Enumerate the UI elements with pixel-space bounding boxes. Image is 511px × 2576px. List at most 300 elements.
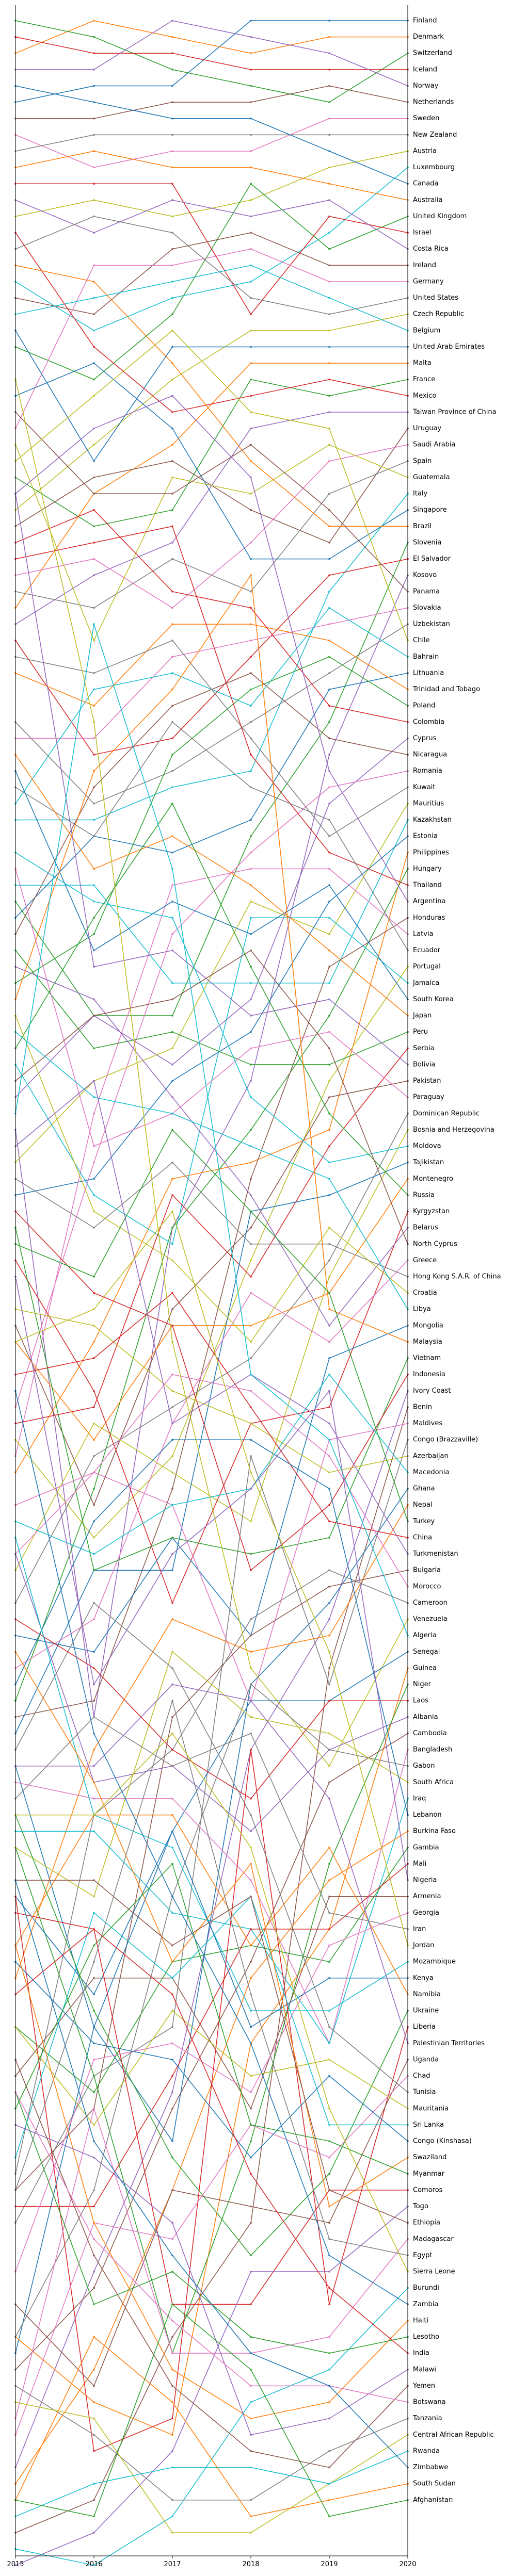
data-point-afghanistan-2019	[328, 2516, 330, 2518]
series-label-united-states: United States	[413, 294, 459, 302]
data-point-senegal-2016	[93, 2026, 95, 2028]
series-line-iran	[15, 1717, 408, 1929]
series-label-switzerland: Switzerland	[413, 49, 452, 57]
data-point-haiti-2019	[328, 2401, 330, 2403]
data-point-norway-2019	[328, 52, 330, 54]
series-label-greece: Greece	[413, 1256, 437, 1264]
series-label-russia: Russia	[413, 1191, 435, 1199]
data-point-slovakia-2016	[93, 738, 95, 740]
data-point-paraguay-2016	[93, 1145, 95, 1147]
series-label-south-sudan: South Sudan	[413, 2480, 456, 2488]
series-label-comoros: Comoros	[413, 2186, 443, 2194]
series-label-slovakia: Slovakia	[413, 604, 441, 612]
series-line-lebanon	[15, 1440, 408, 1815]
data-point-georgia-2017	[171, 2043, 173, 2045]
series-line-macedonia	[15, 1375, 408, 1554]
data-point-benin-2018	[250, 2222, 252, 2224]
data-point-panama-2019	[328, 509, 330, 511]
data-point-mozambique-2017	[171, 1847, 173, 1849]
data-point-russia-2019	[328, 1113, 330, 1115]
data-point-azerbaijan-2016	[93, 1325, 95, 1327]
data-point-greece-2018	[250, 1292, 252, 1294]
data-point-nigeria-2019	[328, 1390, 330, 1392]
data-point-mali-2019	[328, 1928, 330, 1930]
data-point-south-korea-2016	[93, 950, 95, 952]
data-point-belgium-2017	[171, 281, 173, 283]
series-label-jamaica: Jamaica	[413, 979, 440, 987]
series-label-zambia: Zambia	[413, 2300, 439, 2308]
data-point-swaziland-2017	[171, 1961, 173, 1963]
data-point-vietnam-2018	[250, 1553, 252, 1555]
data-point-kyrgyzstan-2019	[328, 1406, 330, 1408]
series-label-morocco: Morocco	[413, 1583, 441, 1591]
data-point-netherlands-2016	[93, 118, 95, 120]
series-label-north-cyprus: North Cyprus	[413, 1240, 457, 1248]
data-point-turkmenistan-2017	[171, 1423, 173, 1425]
data-point-austria-2019	[328, 167, 330, 169]
data-point-rwanda-2019	[328, 2483, 330, 2485]
data-point-south-africa-2017	[171, 1651, 173, 1653]
data-point-singapore-2016	[93, 362, 95, 364]
series-line-colombia	[15, 510, 408, 722]
series-line-australia	[15, 151, 408, 200]
data-point-spain-2018	[250, 591, 252, 593]
series-label-burundi: Burundi	[413, 2284, 439, 2292]
series-label-yemen: Yemen	[413, 2382, 436, 2390]
series-line-sweden	[15, 119, 408, 168]
data-point-congo-brazzaville-2019	[328, 1684, 330, 1686]
data-point-central-african-republic-2017	[171, 2532, 173, 2534]
data-point-luxembourg-2016	[93, 330, 95, 332]
data-point-brazil-2016	[93, 281, 95, 283]
data-point-dominican-republic-2016	[93, 1455, 95, 1457]
series-label-france: France	[413, 376, 436, 384]
data-point-kazakhstan-2018	[250, 982, 252, 984]
series-label-germany: Germany	[413, 278, 444, 286]
data-point-israel-2018	[250, 313, 252, 315]
series-line-germany	[15, 249, 408, 429]
data-point-cambodia-2017	[171, 2108, 173, 2110]
data-point-hungary-2016	[93, 1488, 95, 1490]
series-label-tajikistan: Tajikistan	[413, 1159, 444, 1167]
data-point-mongolia-2016	[93, 1651, 95, 1653]
data-point-south-korea-2019	[328, 884, 330, 886]
series-line-montenegro	[15, 1179, 408, 1440]
data-point-nigeria-2016	[93, 1684, 95, 1686]
series-label-venezuela: Venezuela	[413, 1615, 448, 1623]
data-point-cyprus-2018	[250, 999, 252, 1001]
series-label-afghanistan: Afghanistan	[413, 2496, 453, 2504]
data-point-kuwait-2019	[328, 835, 330, 837]
series-label-palestinian-territories: Palestinian Territories	[413, 2039, 485, 2047]
data-point-panama-2017	[171, 493, 173, 495]
data-point-botswana-2018	[250, 2385, 252, 2387]
data-point-lithuania-2019	[328, 689, 330, 691]
data-point-luxembourg-2017	[171, 297, 173, 299]
series-label-kenya: Kenya	[413, 1974, 434, 1982]
data-point-hungary-2019	[328, 1015, 330, 1017]
data-point-finland-2016	[93, 85, 95, 87]
series-label-bosnia-and-herzegovina: Bosnia and Herzegovina	[413, 1126, 494, 1134]
data-point-china-2017	[171, 1292, 173, 1294]
data-point-bosnia-and-herzegovina-2019	[328, 1276, 330, 1278]
data-point-namibia-2018	[250, 1945, 252, 1947]
data-point-libya-2018	[250, 1145, 252, 1147]
data-point-ecuador-2017	[171, 721, 173, 723]
data-point-canada-2018	[250, 118, 252, 120]
data-point-south-africa-2018	[250, 1716, 252, 1718]
data-point-morocco-2018	[250, 1390, 252, 1392]
data-point-thailand-2018	[250, 754, 252, 756]
data-point-italy-2019	[328, 591, 330, 593]
data-point-chile-2018	[250, 411, 252, 413]
data-point-hong-kong-s-a-r-of-china-2018	[250, 1243, 252, 1245]
series-label-south-korea: South Korea	[413, 995, 454, 1003]
series-label-algeria: Algeria	[413, 1632, 437, 1640]
data-point-ukraine-2018	[250, 2255, 252, 2257]
data-point-malaysia-2018	[250, 574, 252, 576]
data-point-haiti-2016	[93, 2222, 95, 2224]
data-point-trinidad-and-tobago-2017	[171, 623, 173, 625]
data-point-tanzania-2016	[93, 2434, 95, 2436]
data-point-ecuador-2018	[250, 787, 252, 789]
data-point-vietnam-2017	[171, 1537, 173, 1539]
series-label-hong-kong-s-a-r-of-china: Hong Kong S.A.R. of China	[413, 1273, 501, 1281]
data-point-united-arab-emirates-2019	[328, 346, 330, 348]
data-point-lithuania-2017	[171, 852, 173, 854]
series-line-uzbekistan	[15, 624, 408, 804]
series-label-iceland: Iceland	[413, 66, 438, 74]
data-point-bosnia-and-herzegovina-2016	[93, 1423, 95, 1425]
data-point-ivory-coast-2017	[171, 2091, 173, 2093]
data-point-singapore-2019	[328, 558, 330, 560]
data-point-mali-2018	[250, 1928, 252, 1930]
series-label-cameroon: Cameroon	[413, 1599, 448, 1607]
data-point-costa-rica-2019	[328, 199, 330, 201]
series-label-australia: Australia	[413, 196, 443, 204]
data-point-haiti-2018	[250, 2418, 252, 2420]
data-point-russia-2016	[93, 917, 95, 919]
series-label-peru: Peru	[413, 1028, 428, 1036]
series-label-uganda: Uganda	[413, 2056, 439, 2064]
data-point-afghanistan-2018	[250, 2369, 252, 2371]
series-label-new-zealand: New Zealand	[413, 131, 457, 139]
data-point-tanzania-2018	[250, 2499, 252, 2501]
data-point-north-cyprus-2016	[93, 1015, 95, 1017]
data-point-turkey-2018	[250, 1211, 252, 1213]
data-point-laos-2017	[171, 1749, 173, 1751]
data-point-iraq-2016	[93, 1830, 95, 1832]
series-label-china: China	[413, 1534, 433, 1542]
data-point-saudi-arabia-2018	[250, 542, 252, 544]
data-point-honduras-2017	[171, 1488, 173, 1490]
data-point-honduras-2016	[93, 1700, 95, 1702]
series-label-gabon: Gabon	[413, 1762, 435, 1770]
data-point-mexico-2017	[171, 411, 173, 413]
data-point-mauritius-2017	[171, 1048, 173, 1050]
data-point-indonesia-2017	[171, 1325, 173, 1327]
data-point-malawi-2018	[250, 2434, 252, 2436]
series-label-tunisia: Tunisia	[413, 2088, 436, 2096]
data-point-central-african-republic-2018	[250, 2532, 252, 2534]
data-point-palestinian-territories-2017	[171, 1684, 173, 1686]
data-point-united-kingdom-2016	[93, 379, 95, 381]
series-line-belarus	[15, 967, 408, 1326]
data-point-uzbekistan-2016	[93, 803, 95, 805]
data-point-united-arab-emirates-2018	[250, 346, 252, 348]
series-label-niger: Niger	[413, 1681, 431, 1689]
series-line-afghanistan	[15, 2304, 408, 2516]
data-point-uruguay-2018	[250, 509, 252, 511]
data-point-czech-republic-2016	[93, 444, 95, 446]
data-point-malaysia-2017	[171, 689, 173, 691]
data-point-armenia-2018	[250, 2108, 252, 2110]
series-label-sri-lanka: Sri Lanka	[413, 2121, 444, 2129]
series-label-taiwan-province-of-china: Taiwan Province of China	[413, 408, 497, 416]
data-point-china-2019	[328, 1521, 330, 1523]
data-point-iraq-2017	[171, 1912, 173, 1914]
series-label-mongolia: Mongolia	[413, 1322, 443, 1330]
series-line-brazil	[15, 265, 408, 526]
data-point-bosnia-and-herzegovina-2018	[250, 1521, 252, 1523]
data-point-united-states-2017	[171, 232, 173, 234]
series-label-burkina-faso: Burkina Faso	[413, 1827, 456, 1835]
data-point-botswana-2017	[171, 2320, 173, 2322]
series-label-mauritius: Mauritius	[413, 800, 444, 808]
data-point-new-zealand-2016	[93, 134, 95, 136]
data-point-bulgaria-2019	[328, 1586, 330, 1588]
series-label-indonesia: Indonesia	[413, 1371, 445, 1379]
data-point-laos-2016	[93, 1667, 95, 1669]
data-point-slovakia-2017	[171, 656, 173, 658]
data-point-ethiopia-2017	[171, 1945, 173, 1947]
series-line-israel	[15, 184, 408, 314]
series-label-india: India	[413, 2349, 429, 2357]
data-point-united-arab-emirates-2017	[171, 346, 173, 348]
data-point-burundi-2018	[250, 2401, 252, 2403]
series-label-slovenia: Slovenia	[413, 539, 442, 547]
data-point-hungary-2017	[171, 1227, 173, 1229]
data-point-nepal-2019	[328, 1635, 330, 1637]
data-point-brazil-2019	[328, 526, 330, 528]
data-point-vietnam-2019	[328, 1537, 330, 1539]
data-point-egypt-2018	[250, 1994, 252, 1996]
data-point-finland-2019	[328, 20, 330, 22]
data-point-guatemala-2019	[328, 444, 330, 446]
data-point-macedonia-2017	[171, 1504, 173, 1506]
data-point-dominican-republic-2019	[328, 1260, 330, 1262]
data-point-croatia-2017	[171, 1260, 173, 1262]
data-point-argentina-2016	[93, 428, 95, 430]
data-point-costa-rica-2016	[93, 232, 95, 234]
data-point-gambia-2019	[328, 1961, 330, 1963]
data-point-ethiopia-2018	[250, 1896, 252, 1898]
data-point-ivory-coast-2016	[93, 2271, 95, 2273]
series-line-ethiopia	[15, 1880, 408, 2223]
data-point-new-zealand-2018	[250, 134, 252, 136]
data-point-cambodia-2019	[328, 1782, 330, 1784]
series-label-israel: Israel	[413, 229, 432, 237]
series-label-netherlands: Netherlands	[413, 98, 454, 106]
data-point-georgia-2016	[93, 2059, 95, 2061]
series-line-spain	[15, 461, 408, 608]
series-label-mauritania: Mauritania	[413, 2105, 449, 2113]
data-point-norway-2018	[250, 36, 252, 38]
data-point-ireland-2016	[93, 313, 95, 315]
series-label-congo-kinshasa: Congo (Kinshasa)	[413, 2137, 472, 2145]
series-label-ireland: Ireland	[413, 261, 436, 269]
data-point-romania-2017	[171, 933, 173, 935]
data-point-kosovo-2018	[250, 1080, 252, 1082]
data-point-kenya-2017	[171, 1830, 173, 1832]
data-point-venezuela-2019	[328, 1765, 330, 1767]
data-point-mauritius-2019	[328, 933, 330, 935]
series-label-malta: Malta	[413, 359, 432, 367]
data-point-estonia-2018	[250, 1031, 252, 1033]
data-point-burkina-faso-2018	[250, 1977, 252, 1979]
data-point-zimbabwe-2016	[93, 2140, 95, 2142]
data-point-nicaragua-2018	[250, 672, 252, 674]
data-point-slovenia-2019	[328, 721, 330, 723]
data-point-ghana-2017	[171, 2140, 173, 2142]
data-point-tunisia-2018	[250, 1814, 252, 1816]
data-point-china-2018	[250, 1406, 252, 1408]
data-point-sweden-2017	[171, 150, 173, 152]
data-point-nicaragua-2019	[328, 738, 330, 740]
data-point-germany-2018	[250, 248, 252, 250]
data-point-laos-2018	[250, 1798, 252, 1800]
data-point-belarus-2016	[93, 999, 95, 1001]
data-point-madagascar-2019	[328, 2336, 330, 2338]
data-point-myanmar-2018	[250, 2124, 252, 2126]
series-label-sweden: Sweden	[413, 115, 440, 123]
data-point-mozambique-2019	[328, 2010, 330, 2012]
data-point-norway-2017	[171, 20, 173, 22]
data-point-burundi-2019	[328, 2369, 330, 2371]
data-point-swaziland-2019	[328, 2206, 330, 2208]
data-point-ireland-2017	[171, 248, 173, 250]
data-point-croatia-2019	[328, 1227, 330, 1229]
data-point-belgium-2019	[328, 297, 330, 299]
data-point-brazil-2018	[250, 460, 252, 462]
data-point-sierra-leone-2017	[171, 1733, 173, 1735]
data-point-india-2017	[171, 1994, 173, 1996]
data-point-nicaragua-2016	[93, 787, 95, 789]
data-point-togo-2016	[93, 2532, 95, 2534]
data-point-venezuela-2016	[93, 721, 95, 723]
data-point-portugal-2017	[171, 1455, 173, 1457]
data-point-serbia-2018	[250, 1276, 252, 1278]
series-line-rwanda	[15, 2451, 408, 2517]
data-point-congo-kinshasa-2019	[328, 2075, 330, 2077]
series-label-albania: Albania	[413, 1713, 438, 1721]
data-point-benin-2016	[93, 2499, 95, 2501]
data-point-lesotho-2018	[250, 2336, 252, 2338]
data-point-lesotho-2017	[171, 2271, 173, 2273]
x-tick-label-2019: 2019	[321, 2561, 338, 2568]
data-point-zambia-2017	[171, 1896, 173, 1898]
data-point-vietnam-2016	[93, 1569, 95, 1571]
series-label-el-salvador: El Salvador	[413, 555, 451, 563]
series-line-zimbabwe	[15, 1880, 408, 2467]
data-point-jamaica-2016	[93, 1194, 95, 1196]
series-label-brazil: Brazil	[413, 522, 432, 530]
data-point-azerbaijan-2018	[250, 1423, 252, 1425]
series-label-jordan: Jordan	[413, 1942, 435, 1950]
data-point-bolivia-2017	[171, 950, 173, 952]
series-label-italy: Italy	[413, 490, 428, 498]
data-point-malta-2018	[250, 362, 252, 364]
data-point-portugal-2016	[93, 1537, 95, 1539]
data-point-switzerland-2019	[328, 101, 330, 103]
data-point-denmark-2017	[171, 36, 173, 38]
data-point-burkina-faso-2019	[328, 1879, 330, 1881]
data-point-uruguay-2017	[171, 460, 173, 462]
data-point-nepal-2016	[93, 1749, 95, 1751]
series-label-rwanda: Rwanda	[413, 2447, 440, 2455]
data-point-thailand-2017	[171, 526, 173, 528]
data-point-togo-2018	[250, 2271, 252, 2273]
data-point-gabon-2019	[328, 1749, 330, 1751]
data-point-chile-2019	[328, 428, 330, 430]
data-point-moldova-2016	[93, 901, 95, 903]
data-point-sierra-leone-2016	[93, 1814, 95, 1816]
data-point-libya-2016	[93, 1096, 95, 1098]
series-label-mexico: Mexico	[413, 392, 437, 400]
data-point-philippines-2018	[250, 1162, 252, 1164]
data-point-armenia-2016	[93, 1977, 95, 1979]
series-label-japan: Japan	[413, 1012, 432, 1020]
data-point-japan-2018	[250, 884, 252, 886]
series-line-italy	[15, 494, 408, 820]
data-point-austria-2016	[93, 199, 95, 201]
data-point-morocco-2019	[328, 1455, 330, 1457]
data-point-lithuania-2018	[250, 819, 252, 821]
data-point-turkey-2017	[171, 1129, 173, 1131]
data-point-saudi-arabia-2019	[328, 460, 330, 462]
data-point-chile-2017	[171, 330, 173, 332]
series-label-paraguay: Paraguay	[413, 1093, 444, 1101]
data-point-malawi-2017	[171, 2222, 173, 2224]
data-point-belgium-2018	[250, 265, 252, 267]
data-point-uruguay-2016	[93, 477, 95, 479]
series-label-ukraine: Ukraine	[413, 2007, 439, 2015]
data-point-laos-2019	[328, 1700, 330, 1702]
data-point-belarus-2018	[250, 1194, 252, 1196]
data-point-north-cyprus-2019	[328, 1048, 330, 1050]
data-point-egypt-2017	[171, 1700, 173, 1702]
data-point-sri-lanka-2016	[93, 1912, 95, 1914]
data-point-pakistan-2016	[93, 1504, 95, 1506]
data-point-sweden-2016	[93, 167, 95, 169]
series-label-cambodia: Cambodia	[413, 1730, 447, 1737]
series-label-swaziland: Swaziland	[413, 2154, 447, 2162]
data-point-madagascar-2016	[93, 2108, 95, 2110]
data-point-azerbaijan-2019	[328, 1472, 330, 1474]
series-label-chad: Chad	[413, 2072, 430, 2080]
data-point-taiwan-province-of-china-2016	[93, 574, 95, 576]
data-point-bangladesh-2018	[250, 1879, 252, 1881]
data-point-kyrgyzstan-2016	[93, 1390, 95, 1392]
data-point-sri-lanka-2017	[171, 1977, 173, 1979]
data-point-colombia-2019	[328, 705, 330, 707]
data-point-trinidad-and-tobago-2019	[328, 640, 330, 642]
series-label-macedonia: Macedonia	[413, 1469, 450, 1476]
series-label-estonia: Estonia	[413, 832, 438, 840]
data-point-mali-2017	[171, 2075, 173, 2077]
series-label-armenia: Armenia	[413, 1893, 441, 1901]
data-point-united-kingdom-2019	[328, 248, 330, 250]
